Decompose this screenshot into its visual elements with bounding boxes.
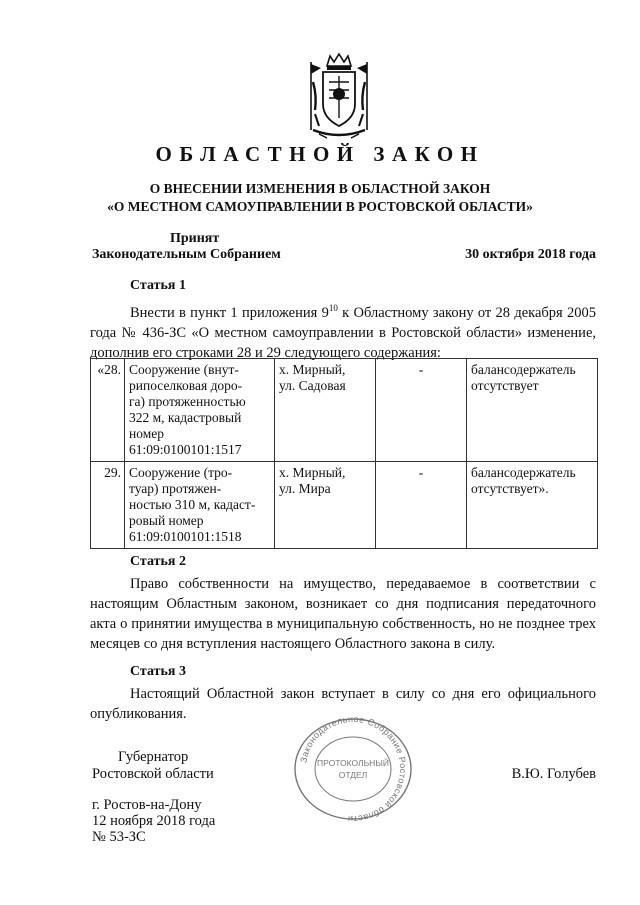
document-title: ОБЛАСТНОЙ ЗАКОН bbox=[155, 142, 485, 166]
row-col4: - bbox=[376, 462, 467, 549]
subtitle-line-2: «О МЕСТНОМ САМОУПРАВЛЕНИИ В РОСТОВСКОЙ ОБЛАСТИ» bbox=[107, 199, 533, 214]
subtitle-line-1: О ВНЕСЕНИИ ИЗМЕНЕНИЯ В ОБЛАСТНОЙ ЗАКОН bbox=[149, 181, 491, 196]
footer-date: 12 ноября 2018 года bbox=[92, 813, 216, 829]
row-object: Сооружение (внут- рипоселковая доро- га) протяженностью 322 м, кадастровый номер 61:09:0100101:1517 bbox=[125, 359, 275, 462]
signature-position-1: Губернатор bbox=[118, 749, 189, 765]
row-address: х. Мирный, ул. Мира bbox=[275, 462, 376, 549]
adoption-date: 30 октября 2018 года bbox=[465, 247, 596, 262]
article-2-heading: Статья 2 bbox=[130, 554, 186, 569]
table-row bbox=[91, 359, 598, 462]
footer-city: г. Ростов-на-Дону bbox=[92, 797, 202, 813]
adoption-accepted: Принят bbox=[170, 231, 220, 246]
official-stamp bbox=[292, 716, 414, 822]
article-1-superscript: 10 bbox=[328, 303, 338, 313]
footer-number: № 53-ЗС bbox=[92, 829, 146, 845]
article-1-heading: Статья 1 bbox=[130, 278, 186, 293]
stamp-center-1: ПРОТОКОЛЬНЫЙ bbox=[317, 758, 389, 768]
row-number: 29. bbox=[91, 462, 125, 549]
signature-name: В.Ю. Голубев bbox=[511, 766, 596, 782]
stamp-ring-text: Законодательное Собрание Ростовской области bbox=[298, 716, 409, 822]
stamp-center-2: ОТДЕЛ bbox=[338, 770, 368, 780]
row-object: Сооружение (тро- туар) протяжен- ностью 310 м, кадаст- ровый номер 61:09:0100101:1518 bbox=[125, 462, 275, 549]
article-3-text: Настоящий Областной закон вступает в силу со дня его официального опубликования. bbox=[90, 686, 596, 722]
article-1-text: Внести в пункт 1 приложения $9^{10}$ к Областному закону от 28 декабря 2005 года № 436-ЗС «О местном самоуправлении в Ростовской области» изменение, дополнив его строками 28 и 29 следующего содержания: bbox=[90, 303, 596, 361]
amendment-table bbox=[90, 358, 598, 549]
table-row bbox=[91, 462, 598, 549]
row-holder: балансодержатель отсутствует bbox=[467, 359, 598, 462]
article-2-text: Право собственности на имущество, передаваемое в соответствии с настоящим Областным законом, возникает со дня подписания передаточного акта о принятии имущества в муниципальную собственность, но не позднее трех месяцев со дня вступления настоящего Областного закона в силу. bbox=[90, 576, 596, 652]
row-col4: - bbox=[376, 359, 467, 462]
row-number: «28. bbox=[91, 359, 125, 462]
article-3-heading: Статья 3 bbox=[130, 664, 186, 679]
row-holder: балансодержатель отсутствует». bbox=[467, 462, 598, 549]
adoption-by: Законодательным Собранием bbox=[92, 247, 281, 262]
coat-of-arms-emblem bbox=[305, 52, 373, 140]
stamp-seal-icon bbox=[292, 716, 414, 822]
row-address: х. Мирный, ул. Садовая bbox=[275, 359, 376, 462]
rostov-coat-of-arms-icon bbox=[305, 52, 373, 140]
signature-position-2: Ростовской области bbox=[92, 766, 214, 782]
